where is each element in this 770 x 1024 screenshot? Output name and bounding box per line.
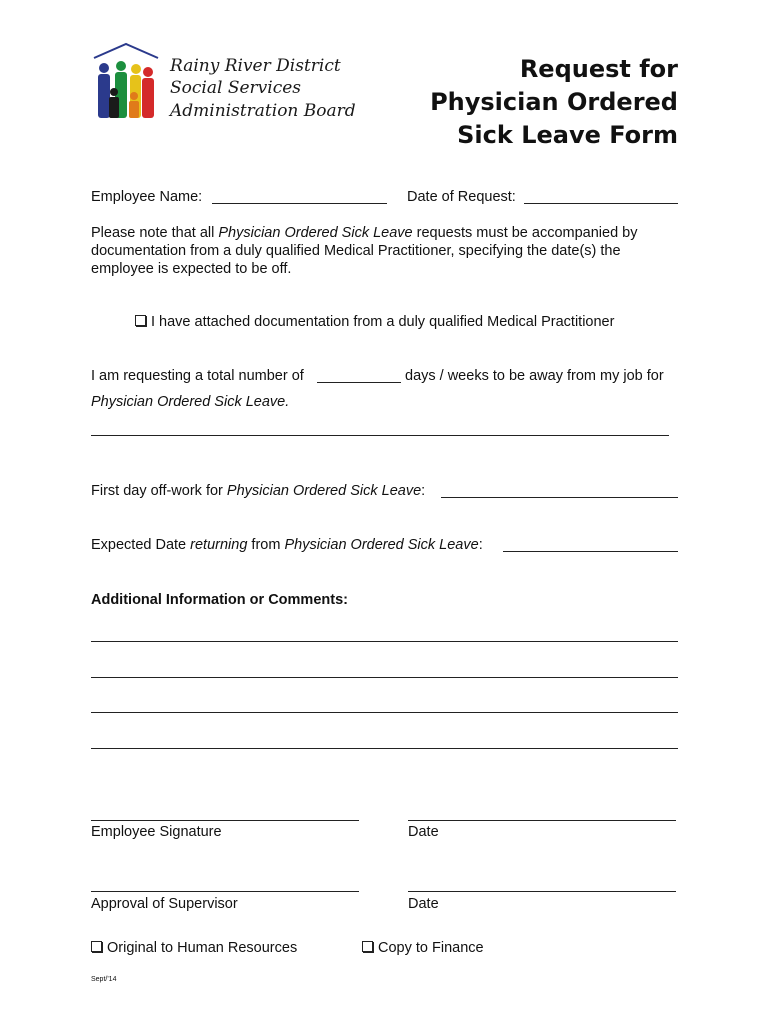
org-name-line3: Administration Board — [170, 101, 356, 121]
comments-line-4[interactable] — [91, 748, 678, 749]
original-to-hr-label: Original to Human Resources — [107, 940, 298, 956]
expected-return-label: Expected Date returning from Physician Ordered Sick Leave: — [91, 537, 483, 553]
note-line3: employee is expected to be off. — [91, 261, 292, 277]
attachment-checkbox[interactable] — [135, 315, 146, 326]
note-line2: documentation from a duly qualified Medical Practitioner, specifying the date(s) the — [91, 243, 621, 259]
employee-signature-field[interactable] — [91, 820, 359, 821]
employee-date-field[interactable] — [408, 820, 676, 821]
org-name-line1: Rainy River District — [170, 56, 341, 76]
date-of-request-label: Date of Request: — [407, 189, 516, 205]
title-line2: Physician Ordered — [430, 88, 678, 116]
comments-line-2[interactable] — [91, 677, 678, 678]
original-to-hr-checkbox[interactable] — [91, 941, 102, 952]
comments-line-1[interactable] — [91, 641, 678, 642]
copy-to-finance-label: Copy to Finance — [378, 940, 484, 956]
copy-to-finance-option — [362, 939, 484, 957]
employee-signature-label: Employee Signature — [91, 824, 222, 840]
supervisor-date-label: Date — [408, 896, 439, 912]
days-count-field[interactable] — [317, 382, 401, 383]
request-reason-field[interactable] — [91, 435, 669, 436]
supervisor-approval-field[interactable] — [91, 891, 359, 892]
supervisor-date-field[interactable] — [408, 891, 676, 892]
request-text-part2: days / weeks to be away from my job for — [405, 368, 664, 384]
form-revision-code: Sept/'14 — [91, 976, 117, 983]
expected-return-field[interactable] — [503, 551, 678, 552]
request-text-line2: Physician Ordered Sick Leave. — [91, 394, 290, 410]
comments-line-3[interactable] — [91, 712, 678, 713]
note-line1: Please note that all Physician Ordered Sick Leave requests must be accompanied by — [91, 225, 638, 241]
employee-date-label: Date — [408, 824, 439, 840]
attachment-option — [135, 313, 614, 331]
request-text-part1: I am requesting a total number of — [91, 368, 304, 384]
form-title — [430, 53, 678, 152]
first-day-field[interactable] — [441, 497, 678, 498]
org-name-line2: Social Services — [170, 78, 301, 98]
family-house-logo-icon — [92, 42, 164, 124]
copy-to-finance-checkbox[interactable] — [362, 941, 373, 952]
original-to-hr-option — [91, 939, 297, 957]
employee-name-label: Employee Name: — [91, 189, 203, 205]
title-line3: Sick Leave Form — [457, 121, 678, 149]
date-of-request-field[interactable] — [524, 203, 678, 204]
title-line1: Request for — [519, 55, 678, 83]
attachment-label: I have attached documentation from a duly qualified Medical Practitioner — [151, 314, 615, 330]
additional-info-heading: Additional Information or Comments: — [91, 592, 348, 608]
supervisor-approval-label: Approval of Supervisor — [91, 896, 238, 912]
first-day-label: First day off-work for Physician Ordered Sick Leave: — [91, 483, 426, 499]
employee-name-field[interactable] — [212, 203, 387, 204]
